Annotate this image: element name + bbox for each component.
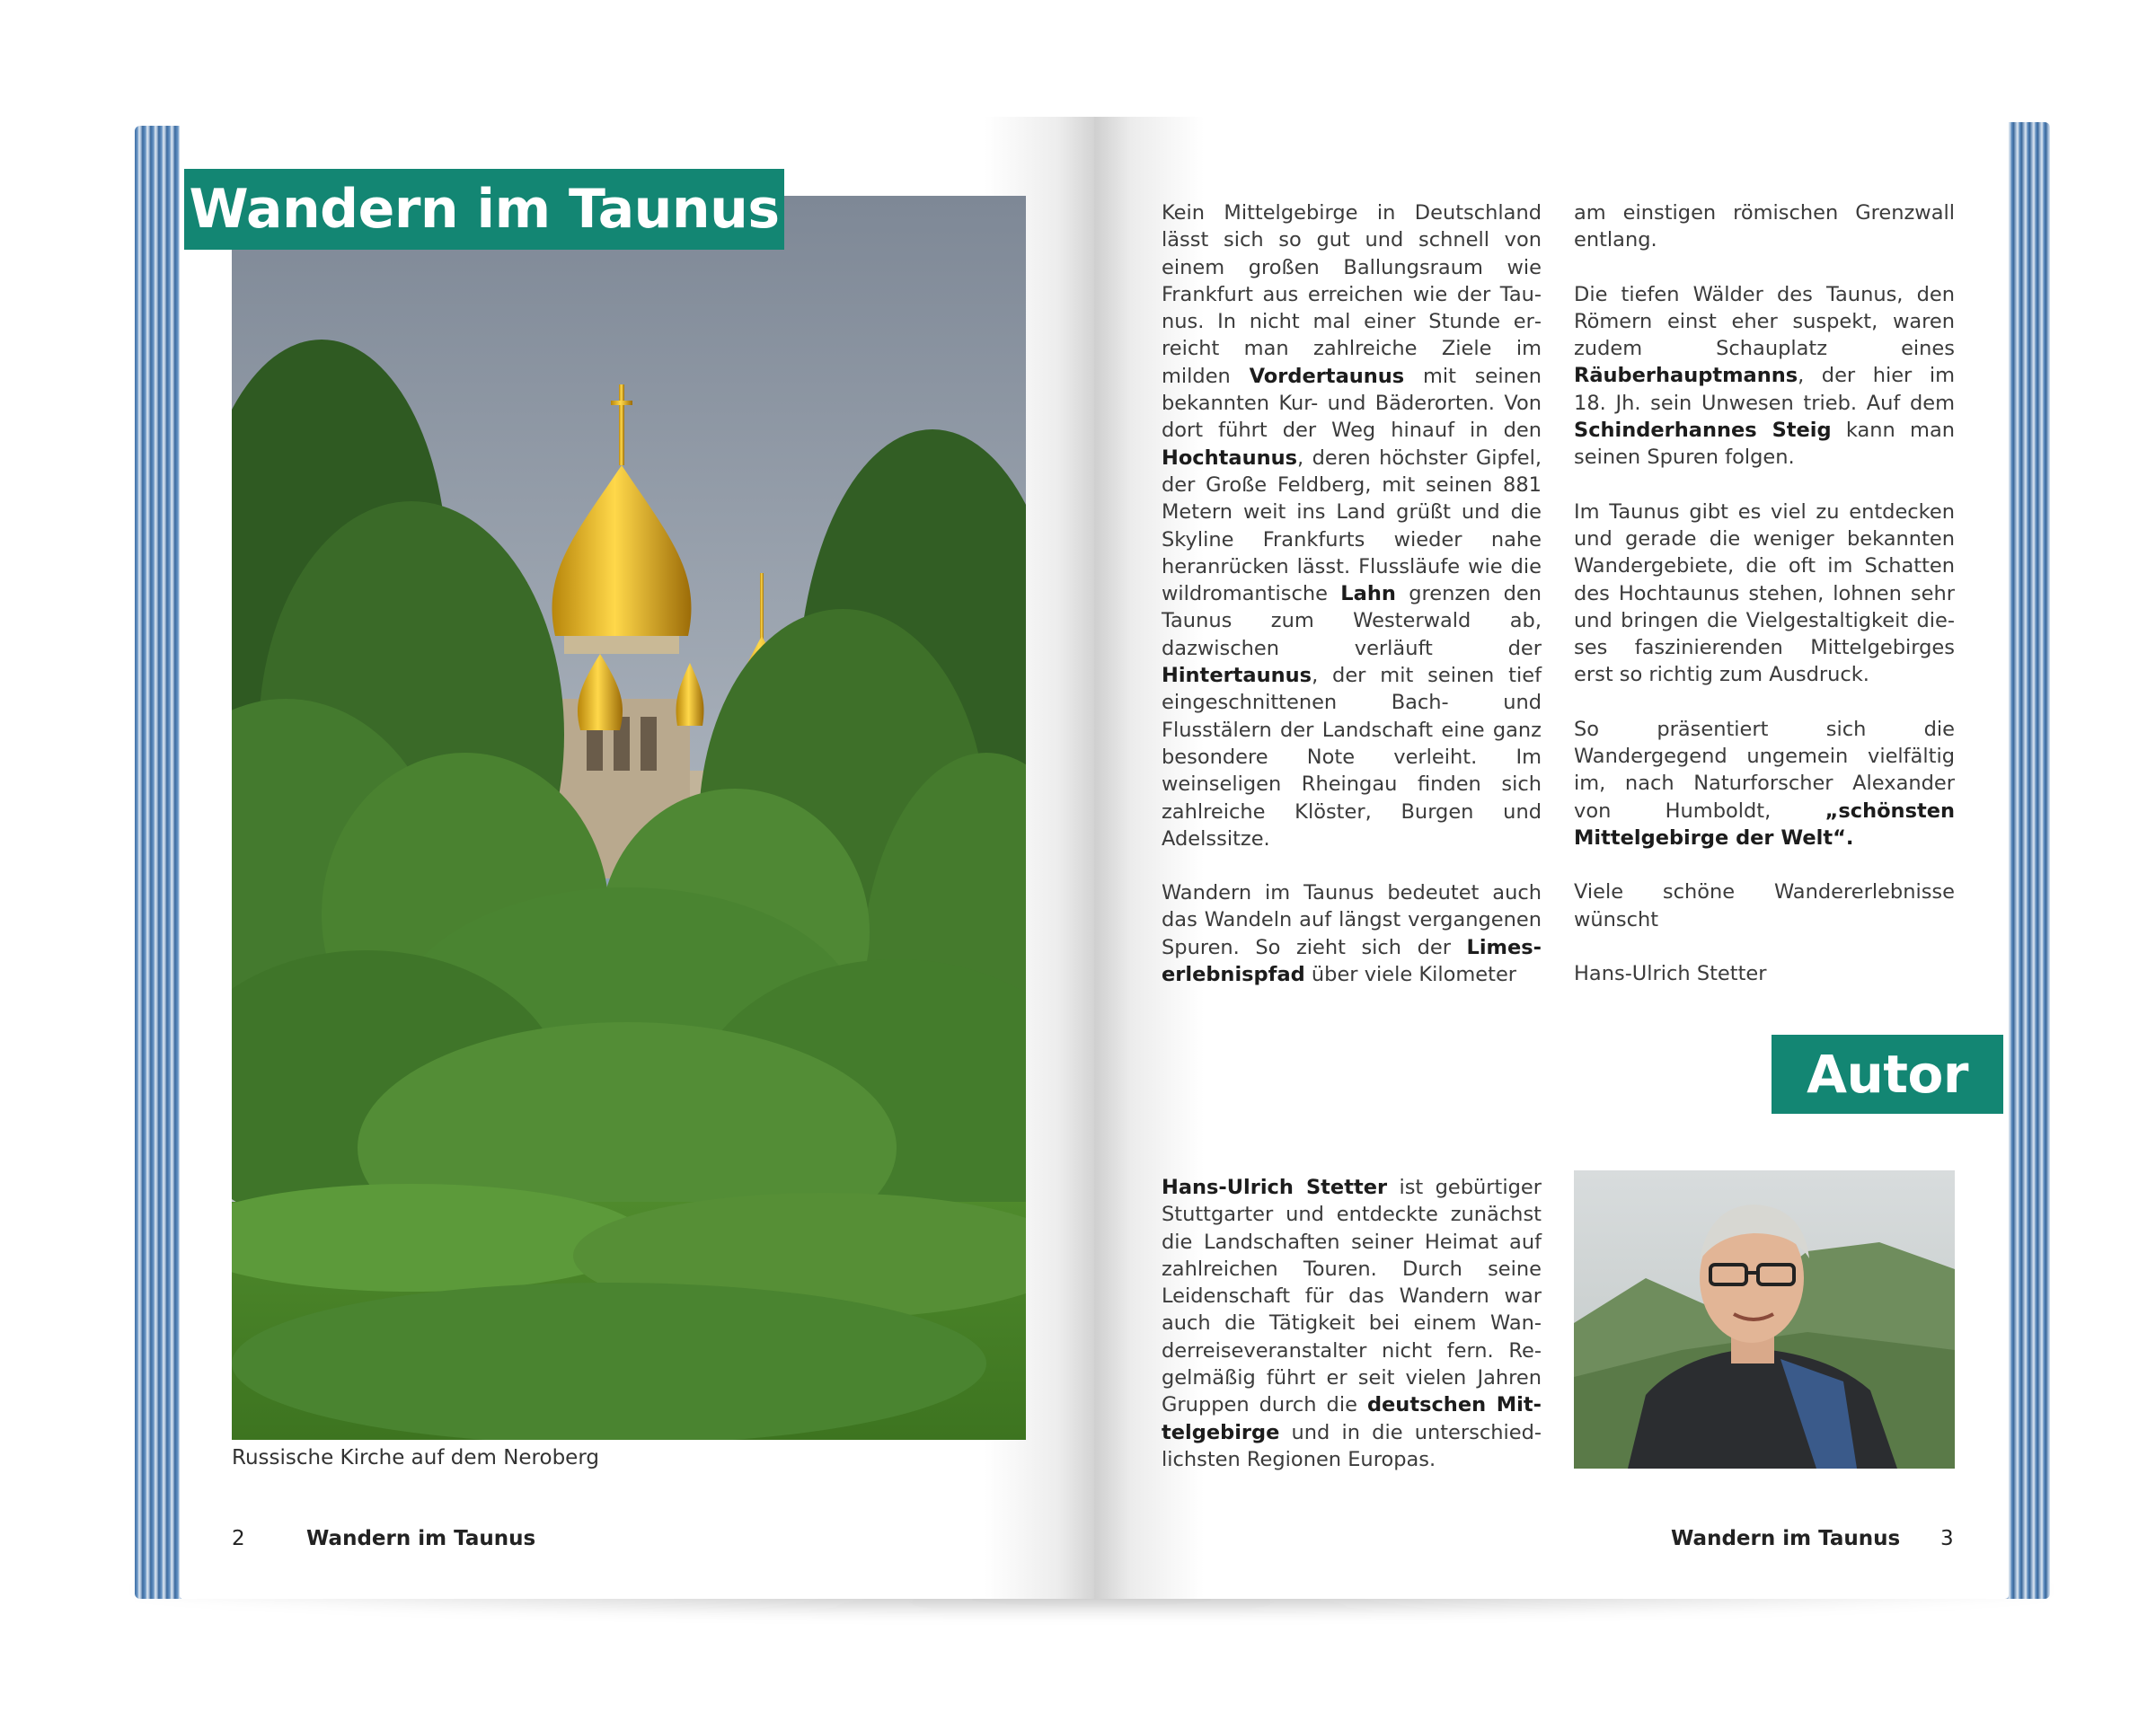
text-run: über viele Kilometer: [1304, 963, 1517, 987]
intro-column-2: [1574, 199, 1955, 987]
page-number-left: 2: [232, 1527, 245, 1550]
author-bio-column: [1162, 1174, 1542, 1473]
author-bio: [1162, 1174, 1542, 1473]
text-run: mit seinen bekannten Kur- und Bäderorten. Von dort führt der Weg hinauf in den: [1162, 364, 1542, 443]
intro-paragraph: [1574, 281, 1955, 472]
bold-term: „schönsten Mittelgebirge der Welt“.: [1574, 799, 1955, 850]
left-page-edges: [135, 126, 181, 1599]
intro-column-1: [1162, 199, 1542, 988]
russian-church-photo: [232, 196, 1026, 1440]
text-run: am einstigen römischen Grenzwall entlang.: [1574, 201, 1955, 252]
bold-term: Vordertaunus: [1249, 364, 1405, 388]
text-run: , deren höchster Gipfel, der Große Feldberg, mit seinen 881 Metern weit ins Land grüßt und die Skyline Frankfurts wieder nahe heranrücken lässt. Flussläufe wie die wildromantische: [1162, 446, 1542, 606]
bold-term: Hochtaunus: [1162, 446, 1298, 470]
running-title-left: Wandern im Taunus: [306, 1527, 536, 1550]
text-run: , der mit seinen tief eingeschnittenen Bach- und Flusstälern der Landschaft eine ganz besondere Note verleiht. Im weinseligen Rheingau finden sich zahlreiche Klöster, Burgen und Adelssitze.: [1162, 664, 1542, 851]
intro-paragraph: [1574, 199, 1955, 254]
intro-paragraph: [1574, 878, 1955, 933]
text-run: und in die unterschiedlichsten Regionen Europas.: [1162, 1420, 1542, 1471]
author-heading: Autor: [1772, 1035, 2003, 1114]
running-title-right: Wandern im Taunus: [1671, 1527, 1901, 1550]
author-signature: [1574, 960, 1955, 987]
intro-paragraph: [1574, 716, 1955, 852]
bold-term: Hintertaunus: [1162, 664, 1312, 688]
intro-paragraph: [1162, 879, 1542, 988]
text-run: kann man seinen Spuren folgen.: [1574, 419, 1955, 470]
bold-term: Hans-Ulrich Stetter: [1162, 1176, 1388, 1199]
text-run: Viele schöne Wandererlebnisse wünscht: [1574, 880, 1955, 931]
intro-paragraph: [1574, 499, 1955, 689]
text-run: Hans-Ulrich Stetter: [1574, 961, 1767, 985]
text-run: Wandern im Taunus bedeutet auch das Wandeln auf längst vergangenen Spuren. So zieht sich der: [1162, 881, 1542, 959]
bold-term: deutschen Mittelgebirge: [1162, 1393, 1542, 1444]
bold-term: Schinderhannes Steig: [1574, 419, 1832, 443]
text-run: So präsentiert sich die Wandergegend ungemein vielfältig im, nach Naturforscher Alexander von Humboldt,: [1574, 717, 1955, 823]
right-page-edges: [2005, 122, 2050, 1599]
text-run: Kein Mittelgebirge in Deutschland lässt sich so gut und schnell von einem großen Ballungsraum wie Frankfurt aus erreichen wie der Taunus. In nicht mal einer Stunde erreicht man zahlreiche Ziele im milden: [1162, 201, 1542, 388]
text-run: Die tiefen Wälder des Taunus, den Römern einst eher suspekt, waren zudem Schauplatz eines: [1574, 282, 1955, 361]
text-run: grenzen den Taunus zum Westerwald ab, dazwischen verläuft der: [1162, 582, 1542, 660]
text-run: Im Taunus gibt es viel zu entdecken und gerade die weniger bekannten Wandergebiete, die oft im Schatten des Hochtaunus stehen, lohnen sehr und bringen die Vielgestaltigkeit dieses faszinierenden Mittelgebirges erst so richtig zum Ausdruck.: [1574, 499, 1955, 687]
text-run: , der hier im 18. Jh. sein Unwesen trieb. Auf dem: [1574, 364, 1955, 415]
page-number-right: 3: [1940, 1527, 1954, 1550]
bold-term: Räuberhauptmanns: [1574, 364, 1798, 388]
text-run: ist gebürtiger Stuttgarter und entdeckte zunächst die Landschaften seiner Heimat auf zahlreichen Touren. Durch seine Leidenschaft für das Wandern war auch die Tätigkeit bei einem Wanderreiseveranstalter nicht fern. Regelmäßig führt er seit vielen Jahren Gruppen durch die: [1162, 1176, 1542, 1417]
intro-paragraph: [1162, 199, 1542, 852]
author-photo: [1574, 1170, 1955, 1469]
bold-term: Lahn: [1340, 582, 1396, 606]
bold-term: Limeserlebnispfad: [1162, 935, 1542, 987]
page-title: Wandern im Taunus: [184, 169, 784, 250]
photo-caption: Russische Kirche auf dem Neroberg: [232, 1446, 599, 1469]
